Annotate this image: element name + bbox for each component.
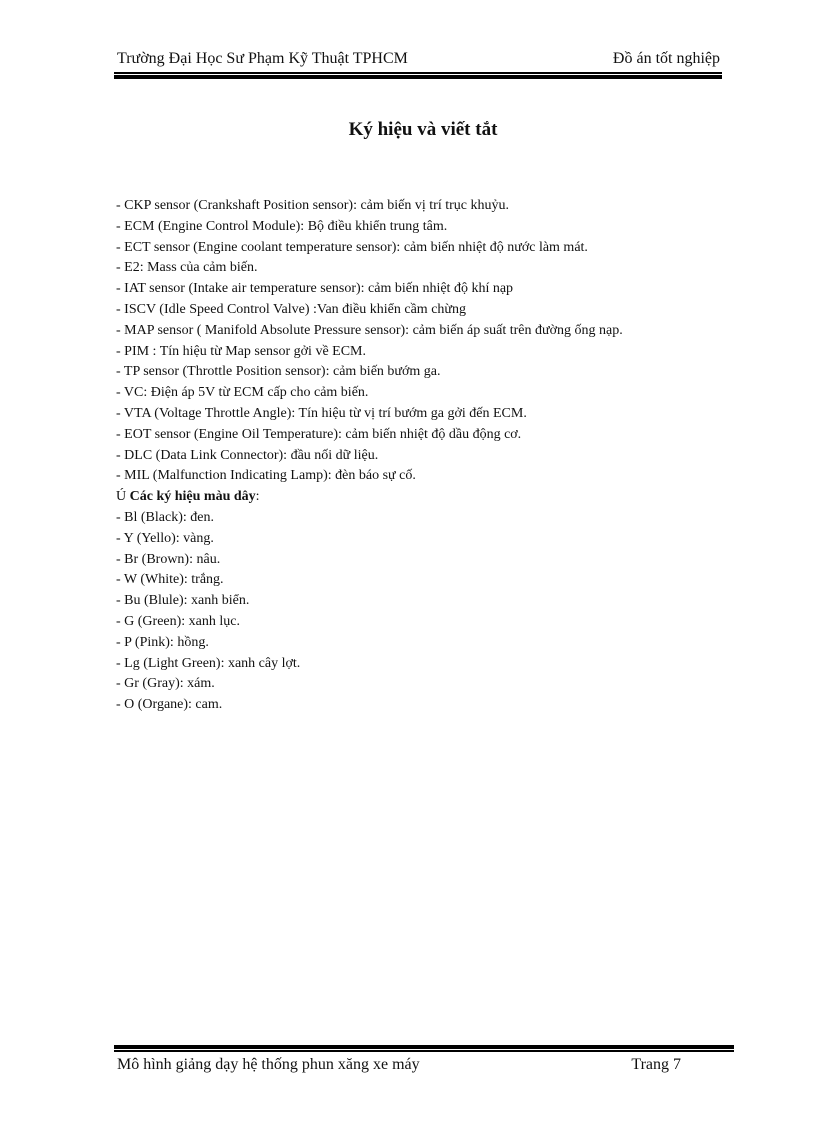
- wire-color-list: [116, 508, 726, 716]
- color-section-title: Các ký hiệu màu dây: [129, 489, 256, 505]
- abbreviation-item: - TP sensor (Throttle Position sensor): cảm biến bướm ga.: [116, 364, 441, 380]
- wire-color-item: - W (White): trắng.: [116, 572, 224, 588]
- abbreviation-item: - EOT sensor (Engine Oil Temperature): cảm biến nhiệt độ dầu động cơ.: [116, 426, 522, 442]
- header-school: Trường Đại Học Sư Phạm Kỹ Thuật TPHCM: [117, 50, 408, 67]
- document-body: [116, 196, 726, 716]
- wire-color-item: - Gr (Gray): xám.: [116, 676, 215, 692]
- footer-divider: [114, 1045, 734, 1052]
- abbreviation-item: - DLC (Data Link Connector): đầu nối dữ liệu.: [116, 447, 379, 463]
- page-footer: [117, 1056, 681, 1074]
- page-header: [117, 50, 720, 68]
- wire-color-item: - Bu (Blule): xanh biển.: [116, 593, 250, 609]
- abbreviation-item: - ISCV (Idle Speed Control Valve) :Van điều khiển cầm chừng: [116, 301, 466, 317]
- abbreviation-item: - PIM : Tín hiệu từ Map sensor gởi về ECM.: [116, 343, 366, 359]
- header-divider: [114, 72, 722, 79]
- abbreviation-item: - VTA (Voltage Throttle Angle): Tín hiệu từ vị trí bướm ga gởi đến ECM.: [116, 405, 527, 421]
- abbreviation-list: [116, 196, 726, 487]
- page-number: Trang 7: [631, 1056, 681, 1073]
- abbreviation-item: - ECM (Engine Control Module): Bộ điều khiển trung tâm.: [116, 218, 448, 234]
- abbreviation-item: - VC: Điện áp 5V từ ECM cấp cho cảm biến.: [116, 385, 369, 401]
- wire-color-item: - G (Green): xanh lục.: [116, 613, 241, 629]
- wire-color-item: - O (Organe): cam.: [116, 697, 223, 713]
- abbreviation-item: - MAP sensor ( Manifold Absolute Pressure sensor): cảm biến áp suất trên đường ống nạp.: [116, 322, 623, 338]
- footer-project-title: Mô hình giảng dạy hệ thống phun xăng xe máy: [117, 1056, 420, 1073]
- wire-color-item: - Y (Yello): vàng.: [116, 530, 214, 546]
- page-title: Ký hiệu và viết tắt: [348, 119, 498, 140]
- abbreviation-item: - E2: Mass của cảm biến.: [116, 260, 258, 276]
- abbreviation-item: - ECT sensor (Engine coolant temperature sensor): cảm biến nhiệt độ nước làm mát.: [116, 239, 588, 255]
- abbreviation-item: - CKP sensor (Crankshaft Position sensor): cảm biến vị trí trục khuỷu.: [116, 198, 509, 213]
- header-doc-type: Đồ án tốt nghiệp: [612, 50, 720, 67]
- color-section-heading: [116, 487, 726, 508]
- abbreviation-item: - IAT sensor (Intake air temperature sensor): cảm biến nhiệt độ khí nạp: [116, 281, 514, 297]
- heading-colon: :: [255, 489, 260, 505]
- wire-color-item: - Lg (Light Green): xanh cây lợt.: [116, 655, 301, 671]
- wire-color-item: - Br (Brown): nâu.: [116, 551, 221, 567]
- abbreviation-item: - MIL (Malfunction Indicating Lamp): đèn báo sự cố.: [116, 468, 416, 484]
- bullet-symbol: Ú: [116, 489, 127, 505]
- wire-color-item: - P (Pink): hồng.: [116, 634, 209, 650]
- wire-color-item: - Bl (Black): đen.: [116, 509, 214, 525]
